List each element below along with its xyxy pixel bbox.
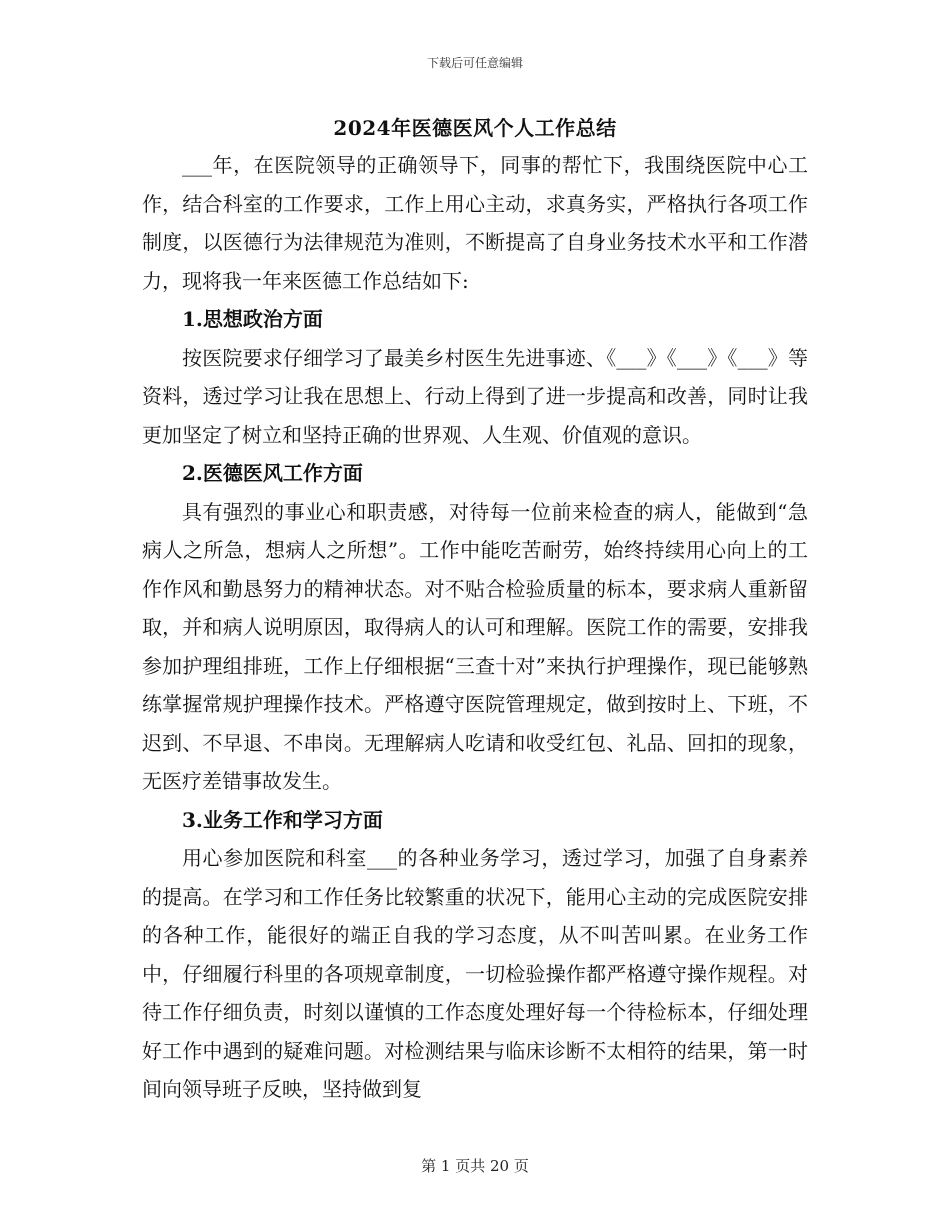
section-body-work-study: 用心参加医院和科室___的各种业务学习，透过学习，加强了自身素养的提高。在学习和工作任务比较繁重的状况下，能用心主动的完成医院安排的各种工作，能很好的端正自我的学习态度，从不叫苦叫累。在业务工作中，仔细履行科里的各项规章制度，一切检验操作都严格遵守操作规程。对待工作仔细负责，时刻以谨慎的工作态度处理好每一个待检标本，仔细处理好工作中遇到的疑难问题。对检测结果与临床诊断不太相符的结果，第一时间向领导班子反映，坚持做到复	[142, 846, 808, 1101]
intro-paragraph: ___年，在医院领导的正确领导下，同事的帮忙下，我围绕医院中心工作，结合科室的工作要求，工作上用心主动，求真务实，严格执行各项工作制度，以医德行为法律规范为准则，不断提高了自身业务技术水平和工作潜力，现将我一年来医德工作总结如下:	[142, 153, 808, 293]
document-body	[142, 112, 808, 1109]
document-title: 2024年医德医风个人工作总结	[333, 116, 617, 140]
section-heading-politics: 1.思想政治方面	[182, 307, 323, 331]
section-body-ethics: 具有强烈的事业心和职责感，对待每一位前来检查的病人，能做到“急病人之所急，想病人之所想”。工作中能吃苦耐劳，始终持续用心向上的工作作风和勤恳努力的精神状态。对不贴合检验质量的标本，要求病人重新留取，并和病人说明原因，取得病人的认可和理解。医院工作的需要，安排我参加护理组排班，工作上仔细根据“三查十对”来执行护理操作，现已能够熟练掌握常规护理操作技术。严格遵守医院管理规定，做到按时上、下班，不迟到、不早退、不串岗。无理解病人吃请和收受红包、礼品、回扣的现象，无医疗差错事故发生。	[142, 499, 808, 793]
header-note: 下载后可任意编辑	[426, 56, 523, 70]
section-heading-work-study: 3.业务工作和学习方面	[182, 807, 383, 832]
section-heading-ethics: 2.医德医风工作方面	[182, 461, 363, 485]
page-number: 第 1 页共 20 页	[421, 1157, 529, 1175]
section-body-politics: 按医院要求仔细学习了最美乡村医生先进事迹、《___》《___》《___》等资料，透过学习让我在思想上、行动上得到了进一步提高和改善，同时让我更加坚定了树立和坚持正确的世界观、人生观、价值观的意识。	[142, 345, 808, 447]
